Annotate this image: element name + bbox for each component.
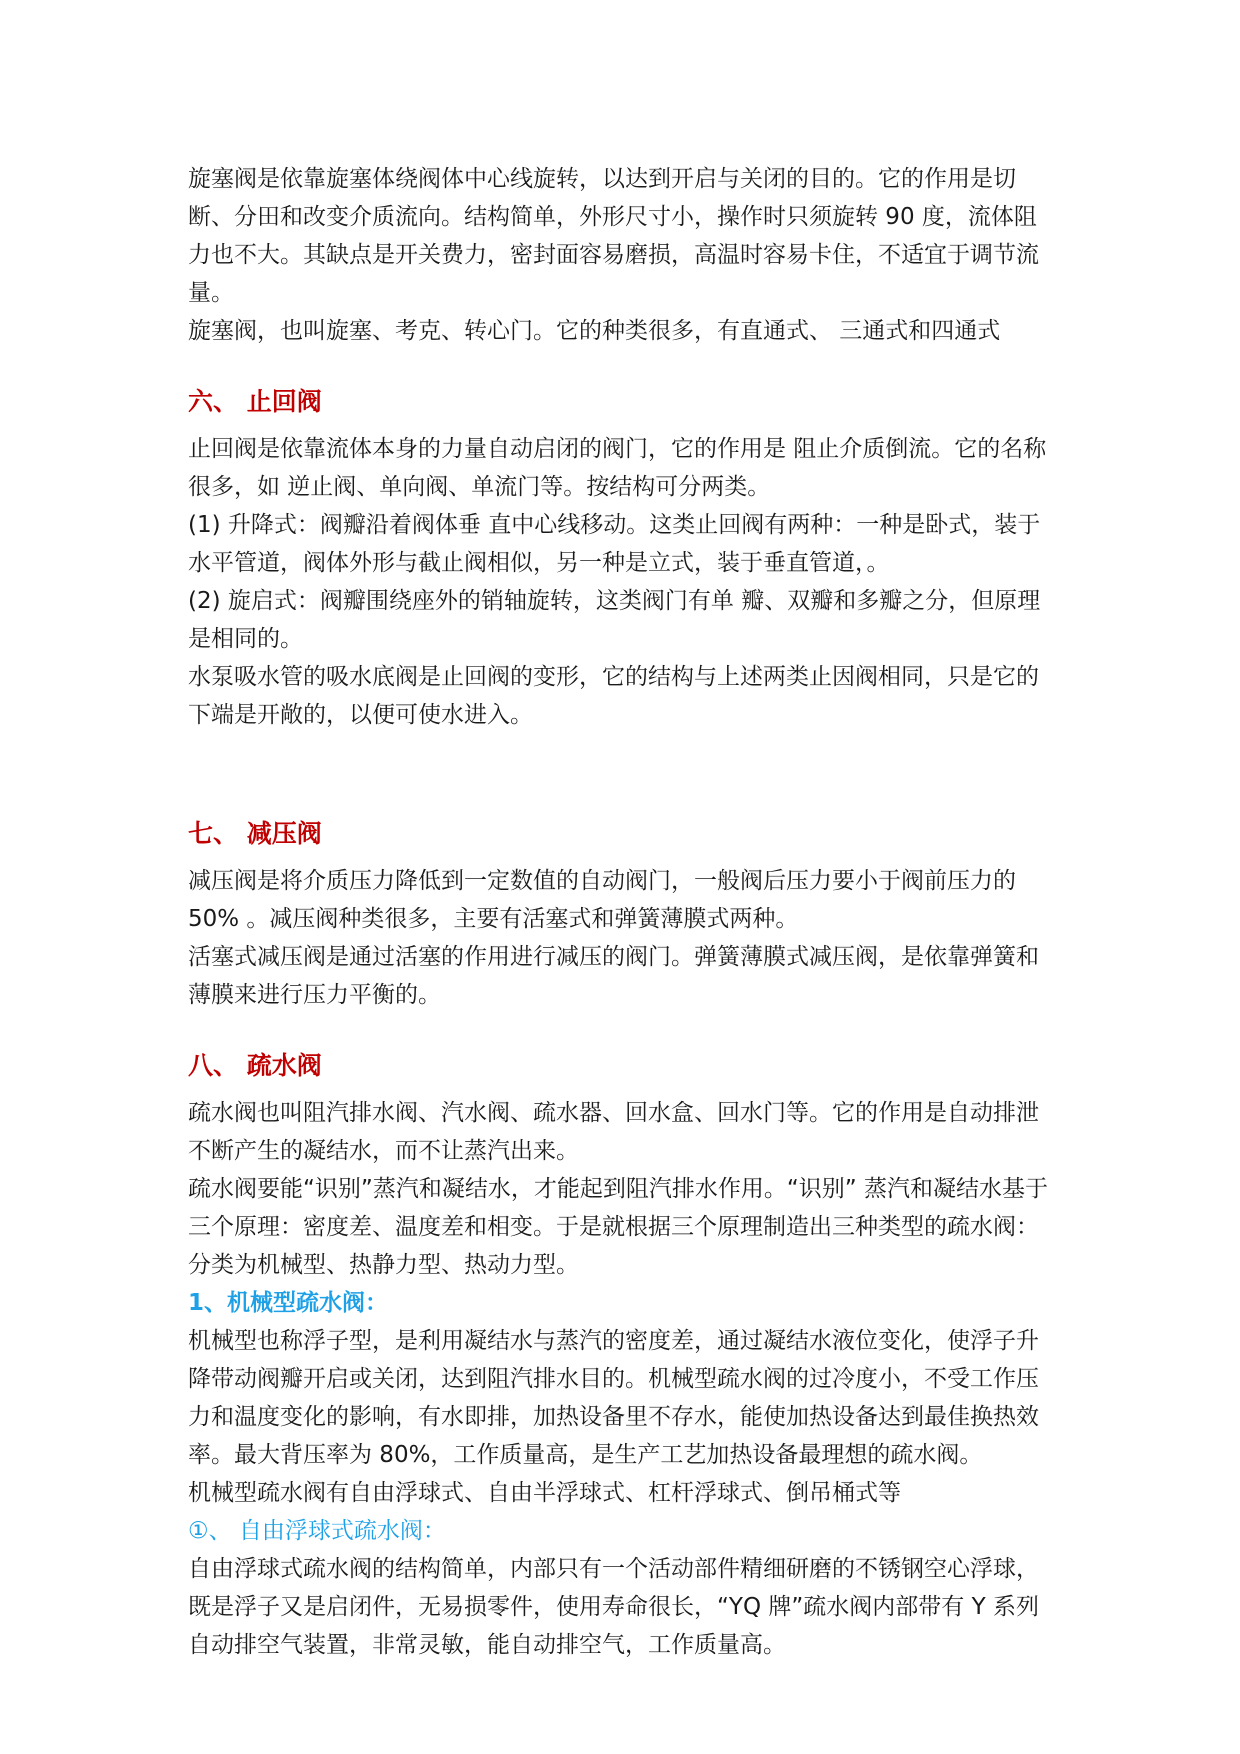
section-6-paragraph-3: (2) 旋启式：阀瓣围绕座外的销轴旋转，这类阀门有单 瓣、双瓣和多瓣之分，但原理是相同的。 — [188, 588, 1041, 652]
section-8-paragraph-1: 疏水阀也叫阻汽排水阀、汽水阀、疏水器、回水盒、回水门等。它的作用是自动排泄不断产生的凝结水，而不让蒸汽出来。 — [188, 1100, 1039, 1164]
section-6-paragraph-1: 止回阀是依靠流体本身的力量自动启闭的阀门，它的作用是 阻止介质倒流。它的名称很多，如 逆止阀、单向阀、单流门等。按结构可分两类。 — [188, 436, 1047, 500]
spacer — [188, 734, 1058, 814]
section-8-subheading-free-float: ①、 自由浮球式疏水阀： — [188, 1518, 446, 1544]
document-body — [188, 160, 1058, 1664]
section-6-heading: 六、 止回阀 — [188, 387, 322, 416]
section-8-free-float-paragraph: 自由浮球式疏水阀的结构简单，内部只有一个活动部件精细研磨的不锈钢空心浮球，既是浮子又是启闭件，无易损零件，使用寿命很长，“YQ 牌”疏水阀内部带有 Y 系列自动排空气装置，非常灵敏，能自动排空气，工作质量高。 — [188, 1556, 1039, 1658]
spacer — [188, 1014, 1058, 1046]
section-8-subheading-mechanical: 1、机械型疏水阀： — [188, 1290, 389, 1316]
section-7-heading: 七、 减压阀 — [188, 819, 322, 848]
section-6-paragraph-2: (1) 升降式：阀瓣沿着阀体垂 直中心线移动。这类止回阀有两种：一种是卧式，装于水平管道，阀体外形与截止阀相似，另一种是立式，装于垂直管道，。 — [188, 512, 1041, 576]
section-6-paragraph-4: 水泵吸水管的吸水底阀是止回阀的变形，它的结构与上述两类止因阀相同，只是它的下端是开敞的，以便可使水进入。 — [188, 664, 1039, 728]
section-8-mechanical-paragraph-2: 机械型疏水阀有自由浮球式、自由半浮球式、杠杆浮球式、倒吊桶式等 — [188, 1480, 901, 1506]
section-8-heading: 八、 疏水阀 — [188, 1051, 322, 1080]
spacer — [188, 1086, 1058, 1094]
intro-paragraph-1: 旋塞阀是依靠旋塞体绕阀体中心线旋转，以达到开启与关闭的目的。它的作用是切断、分田和改变介质流向。结构简单，外形尺寸小，操作时只须旋转 90 度，流体阻力也不大。其缺点是开关费力，密封面容易磨损，高温时容易卡住，不适宜于调节流量。 — [188, 166, 1039, 306]
spacer — [188, 422, 1058, 430]
section-8-mechanical-paragraph-1: 机械型也称浮子型，是利用凝结水与蒸汽的密度差，通过凝结水液位变化，使浮子升降带动阀瓣开启或关闭，达到阻汽排水目的。机械型疏水阀的过冷度小，不受工作压力和温度变化的影响，有水即排，加热设备里不存水，能使加热设备达到最佳换热效率。最大背压率为 80%，工作质量高，是生产工艺加热设备最理想的疏水阀。 — [188, 1328, 1039, 1468]
section-7-paragraph-2: 活塞式减压阀是通过活塞的作用进行减压的阀门。弹簧薄膜式减压阀，是依靠弹簧和薄膜来进行压力平衡的。 — [188, 944, 1039, 1008]
spacer — [188, 854, 1058, 862]
section-8-paragraph-2: 疏水阀要能“识别”蒸汽和凝结水，才能起到阻汽排水作用。“识别” 蒸汽和凝结水基于三个原理：密度差、温度差和相变。于是就根据三个原理制造出三种类型的疏水阀：分类为机械型、热静力型、热动力型。 — [188, 1176, 1048, 1278]
section-7-paragraph-1: 减压阀是将介质压力降低到一定数值的自动阀门，一般阀后压力要小于阀前压力的 50% 。减压阀种类很多，主要有活塞式和弹簧薄膜式两种。 — [188, 868, 1016, 932]
intro-paragraph-2: 旋塞阀，也叫旋塞、考克、转心门。它的种类很多，有直通式、 三通式和四通式 — [188, 318, 1001, 344]
spacer — [188, 350, 1058, 382]
